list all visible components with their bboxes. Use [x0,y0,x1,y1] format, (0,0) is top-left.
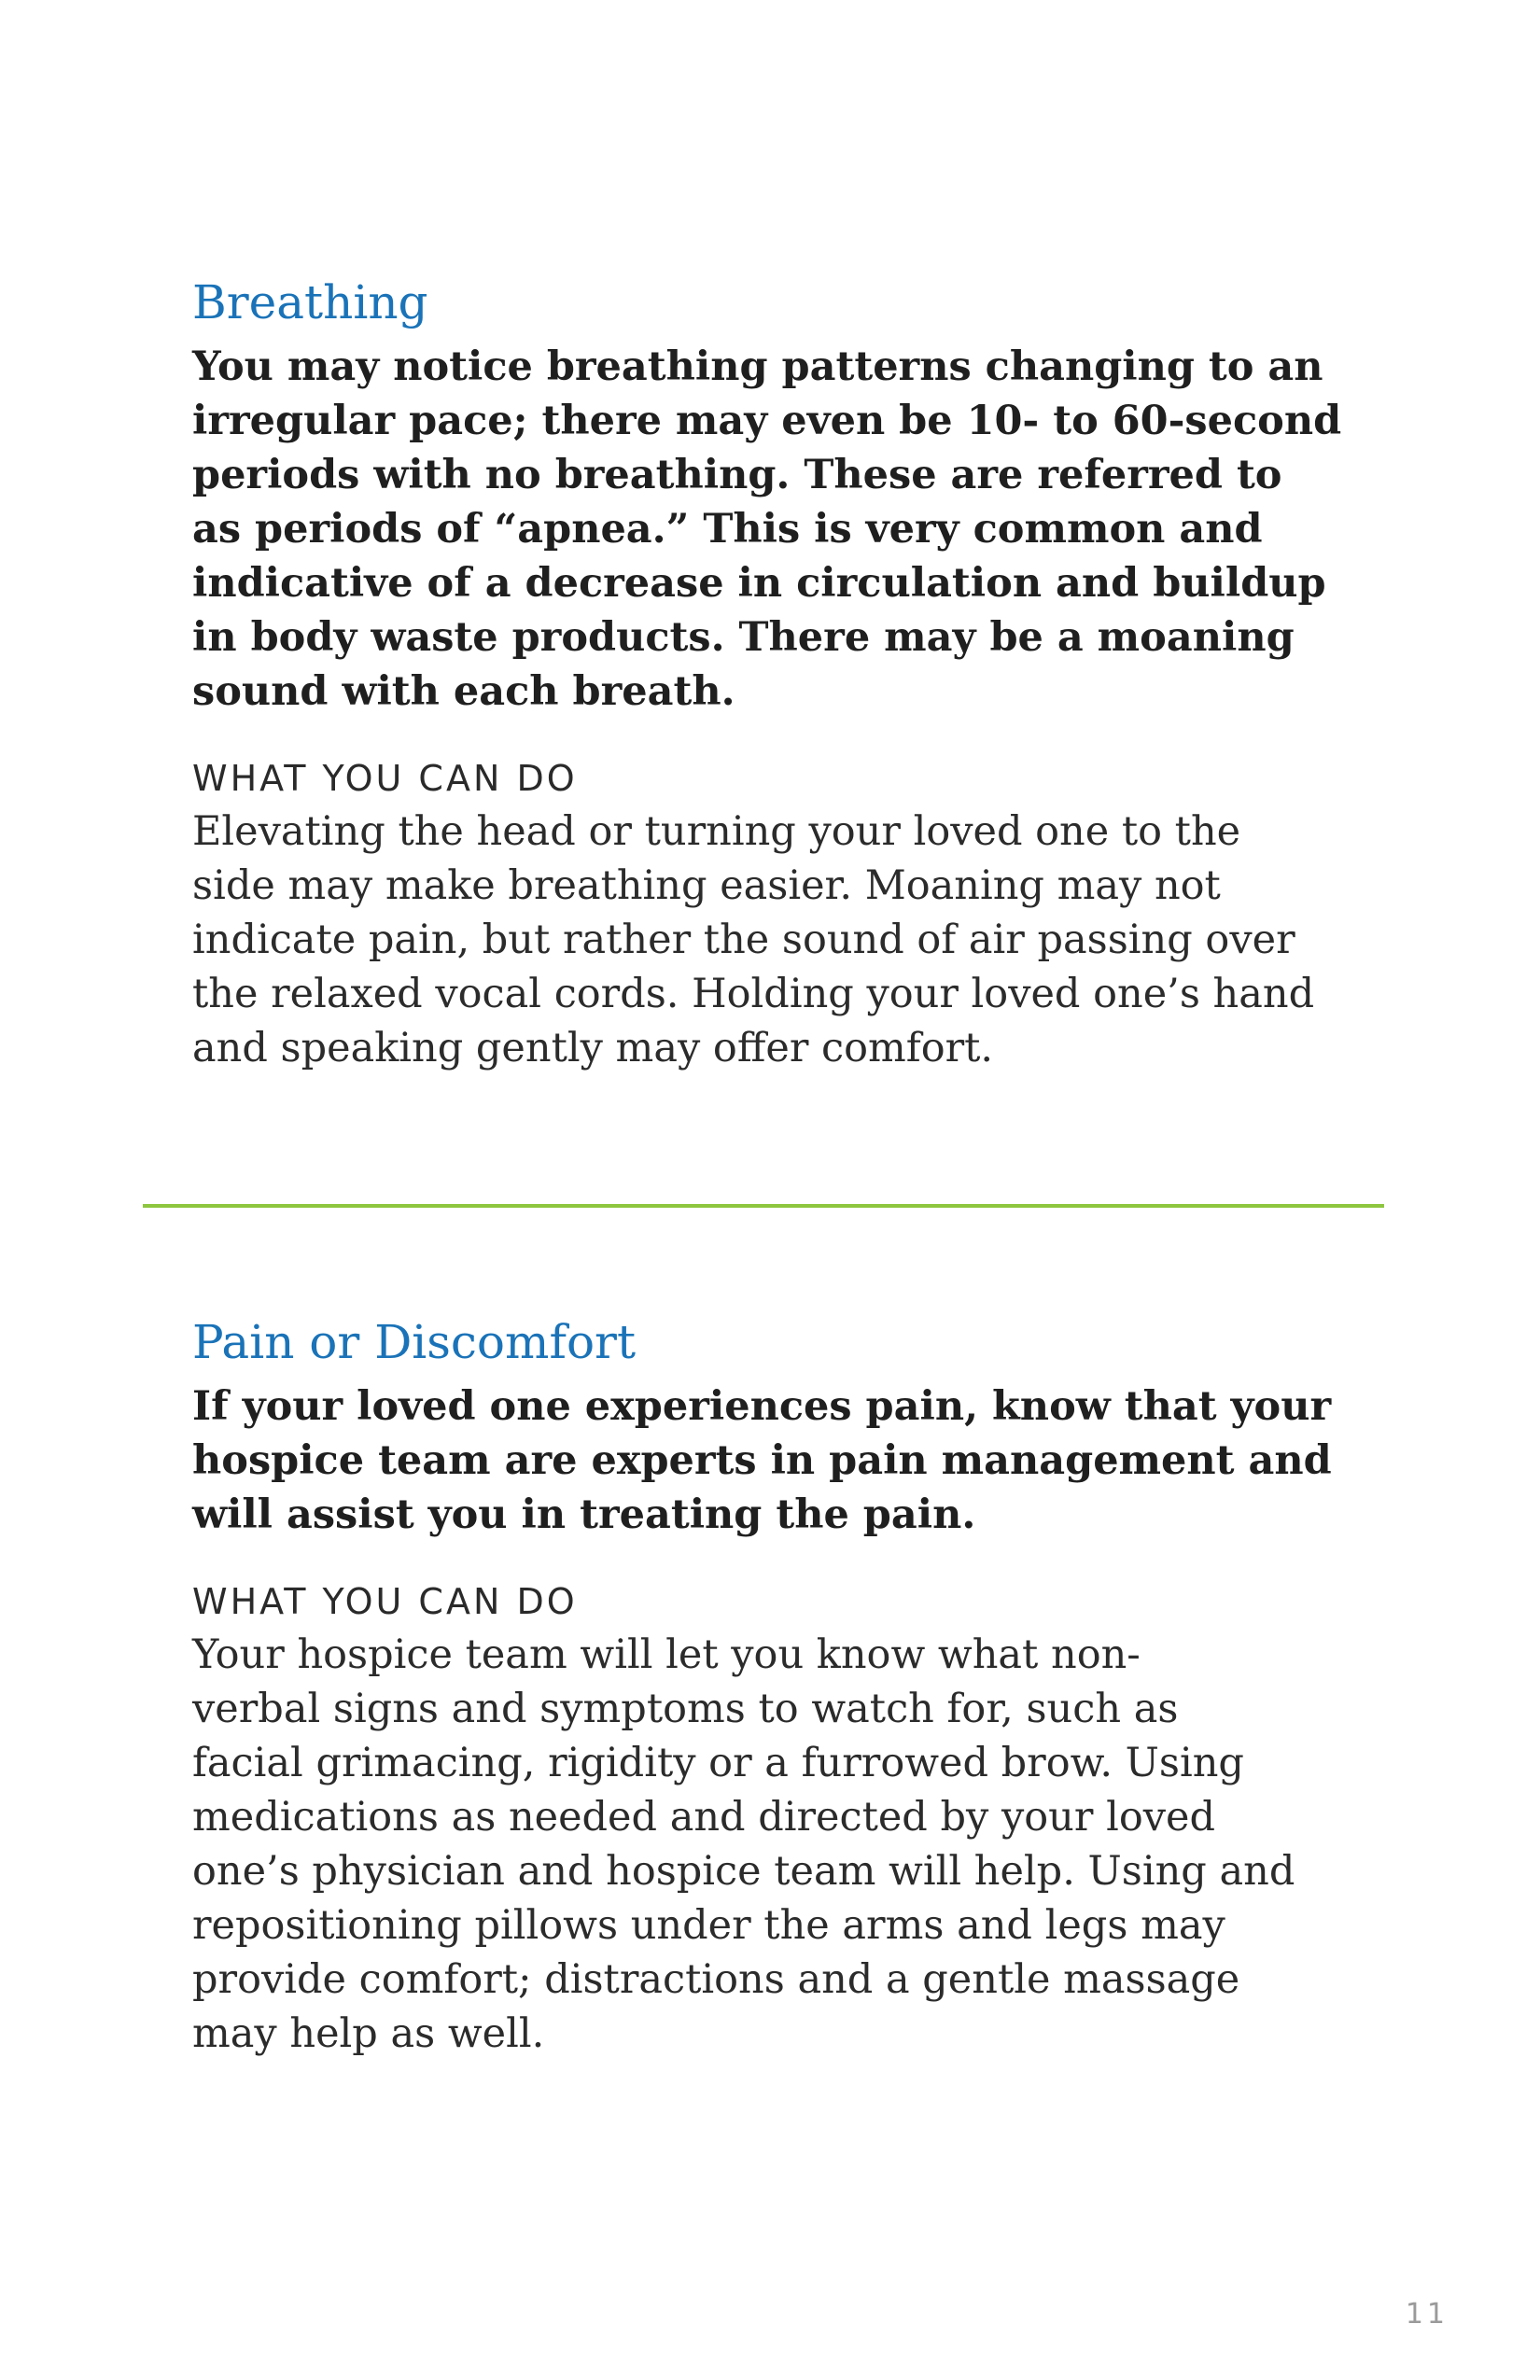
section-breathing [192,273,1368,1075]
page-number: 11 [1405,2298,1449,2331]
section-lead: If your loved one experiences pain, know that your hospice team are experts in pain management and will assist you in treating the pain. [192,1383,1332,1538]
section-pain-or-discomfort [192,1312,1368,2061]
section-subhead: WHAT YOU CAN DO [192,1581,578,1622]
section-title: Breathing [192,275,428,329]
section-lead: You may notice breathing patterns changing to an irregular pace; there may even be 10- to 60-second periods with no breathing. These are referred to as periods of “apnea.” This is very common and indicative of a decrease in circulation and buildup in body waste products. There may be a moaning sound with each breath. [192,343,1342,715]
section-subhead: WHAT YOU CAN DO [192,758,578,799]
section-title: Pain or Discomfort [192,1315,637,1369]
section-divider [143,1204,1384,1208]
section-body: Your hospice team will let you know what non- verbal signs and symptoms to watch for, such as facial grimacing, rigidity or a furrowed brow. Using medications as needed and directed by your loved one’s physician and hospice team will help. Using and repositioning pillows under the arms and legs may provide comfort; distractions and a gentle massage may help as well. [192,1631,1295,2057]
section-body: Elevating the head or turning your loved one to the side may make breathing easier. Moaning may not indicate pain, but rather the sound of air passing over the relaxed vocal cords. Holding your loved one’s hand and speaking gently may offer comfort. [192,808,1315,1071]
